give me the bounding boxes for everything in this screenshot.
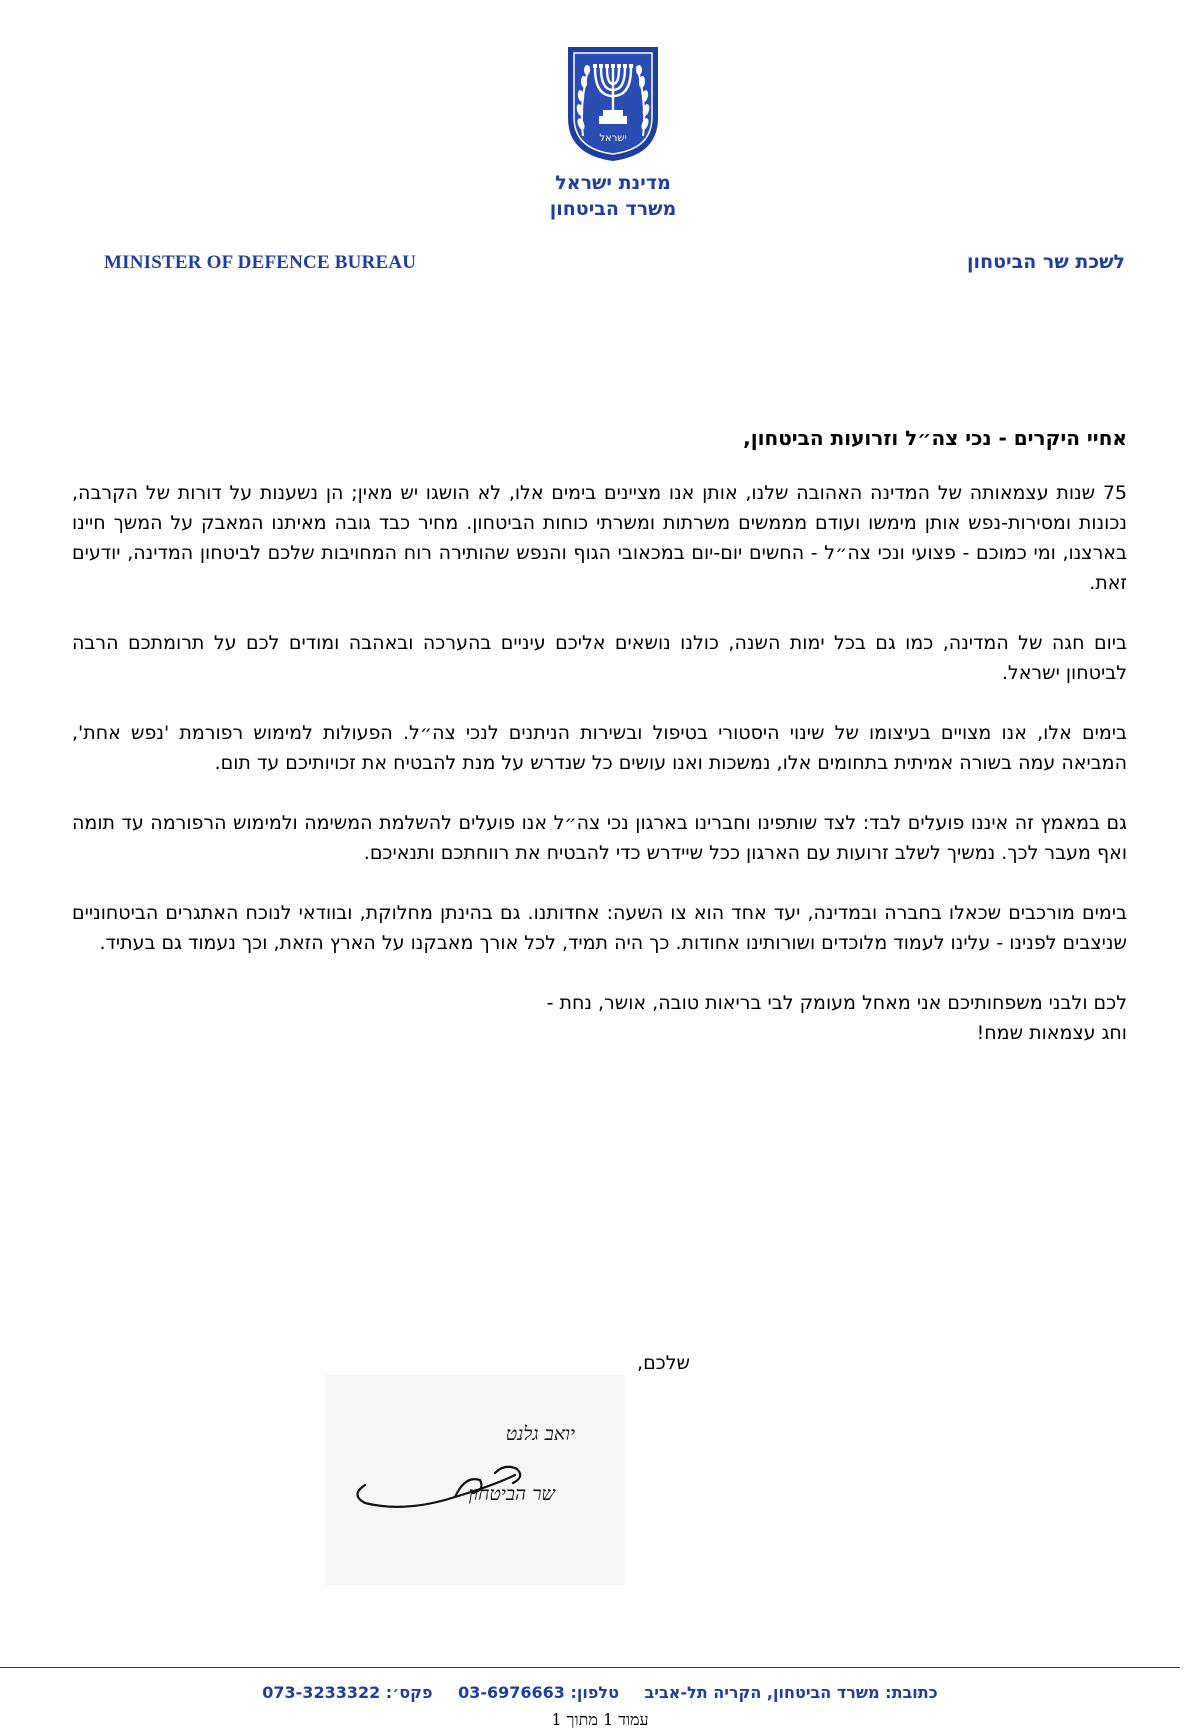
closing-line: לכם ולבני משפחותיכם אני מאחל מעומק לבי בריאות טובה, אושר, נחת - xyxy=(546,992,1127,1014)
bureau-title-english: MINISTER OF DEFENCE BUREAU xyxy=(104,252,417,273)
closing-line: וחג עצמאות שמח! xyxy=(976,1022,1127,1044)
svg-text:ישראל: ישראל xyxy=(599,133,627,144)
signature xyxy=(325,1375,625,1585)
footer-contact xyxy=(0,1683,1200,1702)
signature-title: שר הביטחון xyxy=(468,1483,555,1505)
signature-scrawl-icon xyxy=(345,1435,545,1515)
sign-off: שלכם, xyxy=(637,1352,690,1374)
footer-divider xyxy=(0,1667,1180,1668)
state-name: מדינת ישראל xyxy=(555,172,671,194)
paragraph: בימים מורכבים שכאלו בחברה ובמדינה, יעד אחד הוא צו השעה: אחדותנו. גם בהינתן מחלוקת, ובוודאי לנוכח האתגרים הביטחוניים שניצבים לפנינו - עלינו לעמוד מלוכדים ושורותינו אחודות. כך היה תמיד, לכל אורך מאבקנו על הארץ הזאת, וכך נעמוד גם בעתיד. xyxy=(72,902,1127,954)
signature-name: יואב גלנט xyxy=(505,1423,575,1445)
letter-body xyxy=(72,424,1127,1048)
footer-fax: פקס׳: 073-3233322 xyxy=(262,1683,433,1702)
ministry-name: משרד הביטחון xyxy=(549,198,677,220)
paragraph: 75 שנות עצמאותה של המדינה האהובה שלנו, אותן אנו מציינים בימים אלו, לא הושגו יש מאין; הן נשענות על דורות של הקרבה, נכונות ומסירות-נפש אותן מימשו ועודם מממשים משרתות ומשרתי כוחות הביטחון. מחיר כבד גובה מאיתנו המאבק על המשך חיינו בארצנו, ומי כמוכם - פצועי ונכי צה״ל - החשים יום-יום במכאובי הגוף והנפש שהותירה רוח המחויבות שלכם לביטחון המדינה, יודעים זאת. xyxy=(72,482,1127,594)
bureau-title-hebrew: לשכת שר הביטחון xyxy=(967,251,1125,273)
paragraph: גם במאמץ זה איננו פועלים לבד: לצד שותפינו וחברינו בארגון נכי צה״ל אנו פועלים להשלמת המשימה ולמימוש הרפורמה עד תומה ואף מעבר לכך. נמשיך לשלב זרועות עם הארגון ככל שיידרש כדי להבטיח את רווחתכם ותנאיכם. xyxy=(72,812,1127,864)
israel-emblem-icon xyxy=(565,44,661,162)
page-number: עמוד 1 מתוך 1 xyxy=(551,1710,649,1729)
paragraph: ביום חגה של המדינה, כמו גם בכל ימות השנה, כולנו נושאים אליכם עיניים בהערכה ובאהבה ומודים לכם על תרומתכם הרבה לביטחון ישראל. xyxy=(72,632,1127,684)
greeting: אחיי היקרים - נכי צה״ל וזרועות הביטחון, xyxy=(743,426,1127,450)
footer-phone: טלפון: 03-6976663 xyxy=(458,1683,619,1702)
ministry-header xyxy=(0,170,1200,222)
paragraph: בימים אלו, אנו מצויים בעיצומו של שינוי היסטורי בטיפול ובשירות הניתנים לנכי צה״ל. הפעולות למימוש רפורמת 'נפש אחת', המביאה עמה בשורה אמיתית בתחומים אלו, נמשכות ואנו עושים כל שנדרש על מנת להבטיח את זכויותיכם עד תום. xyxy=(72,722,1127,774)
footer-address: כתובת: משרד הביטחון, הקריה תל-אביב xyxy=(644,1683,938,1702)
